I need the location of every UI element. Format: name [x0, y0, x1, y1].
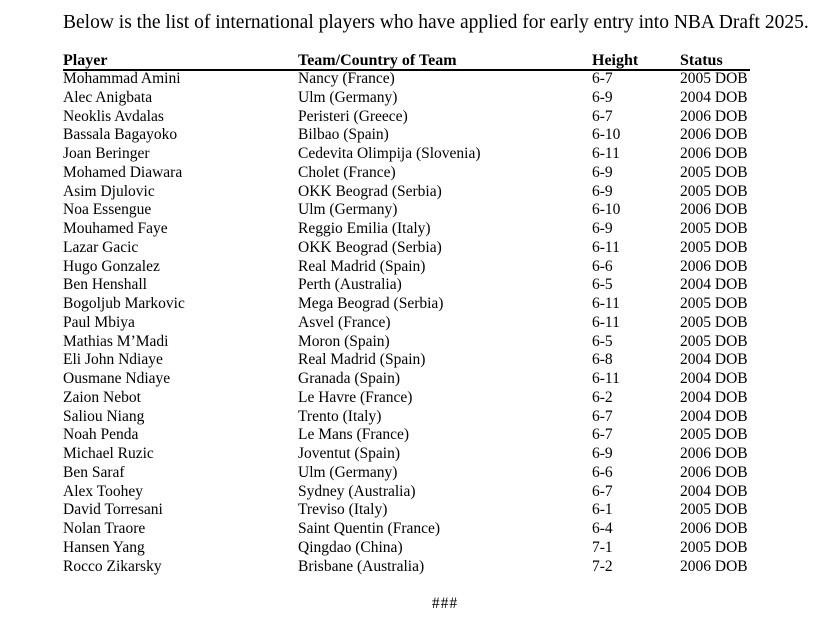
player-status: 2004 DOB — [680, 276, 748, 294]
team-country: Real Madrid (Spain) — [298, 351, 426, 369]
player-height: 6-5 — [592, 332, 613, 350]
player-status: 2004 DOB — [680, 388, 748, 406]
column-header-status: Status — [680, 52, 723, 69]
player-name: Mohamed Diawara — [63, 163, 183, 181]
table-row — [0, 201, 838, 220]
column-header-player: Player — [63, 52, 108, 69]
player-name: Asim Djulovic — [63, 182, 155, 200]
player-status: 2005 DOB — [680, 426, 748, 444]
table-row — [0, 389, 838, 408]
player-name: Bassala Bagayoko — [63, 126, 178, 144]
table-row — [0, 314, 838, 333]
team-country: Ulm (Germany) — [298, 463, 398, 481]
player-name: Joan Beringer — [63, 145, 150, 162]
table-row — [0, 426, 838, 445]
table-header — [0, 51, 838, 70]
team-country: Treviso (Italy) — [298, 501, 388, 519]
player-status: 2005 DOB — [680, 182, 748, 200]
player-status: 2006 DOB — [680, 145, 748, 162]
table-row — [0, 276, 838, 295]
team-country: Peristeri (Greece) — [298, 107, 408, 125]
column-header-height: Height — [592, 52, 639, 69]
player-name: Ben Henshall — [63, 276, 147, 294]
player-height: 6-7 — [592, 107, 613, 125]
table-row — [0, 501, 838, 520]
team-country: Nancy (France) — [298, 70, 395, 87]
player-height: 6-7 — [592, 482, 613, 500]
player-height: 6-11 — [592, 238, 620, 256]
player-height: 6-10 — [592, 126, 621, 144]
player-status: 2006 DOB — [680, 463, 748, 481]
player-status: 2005 DOB — [680, 163, 748, 181]
team-country: Joventut (Spain) — [298, 445, 401, 462]
team-country: Cholet (France) — [298, 163, 396, 181]
table-row — [0, 520, 838, 539]
player-name: Mouhamed Faye — [63, 220, 168, 237]
player-height: 6-9 — [592, 163, 613, 181]
player-height: 6-2 — [592, 388, 613, 406]
team-country: Sydney (Australia) — [298, 482, 416, 500]
player-height: 7-1 — [592, 538, 613, 556]
team-country: Moron (Spain) — [298, 332, 390, 350]
team-country: Real Madrid (Spain) — [298, 257, 426, 275]
player-name: Ousmane Ndiaye — [63, 370, 171, 387]
table-row — [0, 539, 838, 558]
player-height: 6-7 — [592, 426, 613, 444]
player-name: Saliou Niang — [63, 407, 145, 425]
player-name: Michael Ruzic — [63, 445, 154, 462]
player-status: 2005 DOB — [680, 538, 748, 556]
player-status: 2006 DOB — [680, 126, 748, 144]
table-row — [0, 408, 838, 427]
team-country: OKK Beograd (Serbia) — [298, 182, 442, 200]
team-country: Cedevita Olimpija (Slovenia) — [298, 145, 481, 162]
player-status: 2005 DOB — [680, 70, 748, 87]
player-name: Rocco Zikarsky — [63, 557, 162, 575]
player-height: 6-9 — [592, 220, 613, 237]
player-height: 6-11 — [592, 295, 620, 312]
player-height: 6-6 — [592, 257, 613, 275]
player-name: Mohammad Amini — [63, 70, 181, 87]
team-country: Le Mans (France) — [298, 426, 410, 444]
table-row — [0, 445, 838, 464]
table-row — [0, 145, 838, 164]
player-name: Nolan Traore — [63, 520, 146, 537]
table-row — [0, 108, 838, 127]
table-row — [0, 558, 838, 577]
player-name: Zaion Nebot — [63, 388, 141, 406]
player-name: David Torresani — [63, 501, 163, 519]
team-country: Trento (Italy) — [298, 407, 382, 425]
player-height: 6-4 — [592, 520, 613, 537]
player-table — [0, 70, 838, 576]
player-height: 6-9 — [592, 88, 613, 106]
team-country: Qingdao (China) — [298, 538, 403, 556]
player-status: 2006 DOB — [680, 557, 748, 575]
player-name: Lazar Gacic — [63, 238, 139, 256]
player-status: 2005 DOB — [680, 313, 748, 331]
player-status: 2006 DOB — [680, 257, 748, 275]
table-row — [0, 483, 838, 502]
table-row — [0, 333, 838, 352]
team-country: Le Havre (France) — [298, 388, 413, 406]
player-height: 6-7 — [592, 70, 613, 87]
player-height: 6-10 — [592, 201, 621, 219]
player-name: Noah Penda — [63, 426, 139, 444]
player-status: 2006 DOB — [680, 107, 748, 125]
player-height: 6-5 — [592, 276, 613, 294]
team-country: Saint Quentin (France) — [298, 520, 441, 537]
player-height: 6-6 — [592, 463, 613, 481]
player-status: 2005 DOB — [680, 220, 748, 237]
player-name: Ben Saraf — [63, 463, 125, 481]
player-status: 2004 DOB — [680, 407, 748, 425]
player-name: Bogoljub Markovic — [63, 295, 185, 312]
player-status: 2006 DOB — [680, 520, 748, 537]
player-height: 6-7 — [592, 407, 613, 425]
team-country: Ulm (Germany) — [298, 201, 398, 219]
player-name: Noa Essengue — [63, 201, 152, 219]
table-row — [0, 239, 838, 258]
player-status: 2006 DOB — [680, 445, 748, 462]
column-header-team: Team/Country of Team — [298, 52, 457, 69]
player-name: Eli John Ndiaye — [63, 351, 163, 369]
team-country: Reggio Emilia (Italy) — [298, 220, 431, 237]
player-name: Paul Mbiya — [63, 313, 135, 331]
table-row — [0, 464, 838, 483]
table-row — [0, 220, 838, 239]
player-name: Hugo Gonzalez — [63, 257, 160, 275]
player-status: 2005 DOB — [680, 295, 748, 312]
player-name: Mathias M’Madi — [63, 332, 169, 350]
player-height: 6-11 — [592, 145, 620, 162]
table-row — [0, 370, 838, 389]
table-row — [0, 258, 838, 277]
player-name: Neoklis Avdalas — [63, 107, 164, 125]
team-country: Perth (Australia) — [298, 276, 402, 294]
team-country: OKK Beograd (Serbia) — [298, 238, 442, 256]
team-country: Brisbane (Australia) — [298, 557, 425, 575]
player-status: 2005 DOB — [680, 501, 748, 519]
player-status: 2005 DOB — [680, 238, 748, 256]
table-row — [0, 295, 838, 314]
team-country: Granada (Spain) — [298, 370, 400, 387]
team-country: Asvel (France) — [298, 313, 391, 331]
team-country: Bilbao (Spain) — [298, 126, 389, 144]
player-height: 6-11 — [592, 370, 620, 387]
player-name: Hansen Yang — [63, 538, 145, 556]
table-row — [0, 89, 838, 108]
table-row — [0, 70, 838, 89]
player-height: 7-2 — [592, 557, 613, 575]
player-name: Alex Toohey — [63, 482, 143, 500]
player-status: 2004 DOB — [680, 88, 748, 106]
table-row — [0, 183, 838, 202]
table-row — [0, 164, 838, 183]
end-marker: ### — [431, 595, 459, 612]
player-status: 2004 DOB — [680, 351, 748, 369]
team-country: Mega Beograd (Serbia) — [298, 295, 444, 312]
player-height: 6-1 — [592, 501, 613, 519]
player-height: 6-8 — [592, 351, 613, 369]
player-status: 2004 DOB — [680, 370, 748, 387]
player-height: 6-11 — [592, 313, 620, 331]
player-status: 2005 DOB — [680, 332, 748, 350]
player-status: 2006 DOB — [680, 201, 748, 219]
team-country: Ulm (Germany) — [298, 88, 398, 106]
player-height: 6-9 — [592, 445, 613, 462]
player-status: 2004 DOB — [680, 482, 748, 500]
table-row — [0, 126, 838, 145]
table-row — [0, 351, 838, 370]
player-name: Alec Anigbata — [63, 88, 153, 106]
player-height: 6-9 — [592, 182, 613, 200]
document-title: Below is the list of international players who have applied for early entry into NBA Draft 2025. — [63, 12, 809, 33]
